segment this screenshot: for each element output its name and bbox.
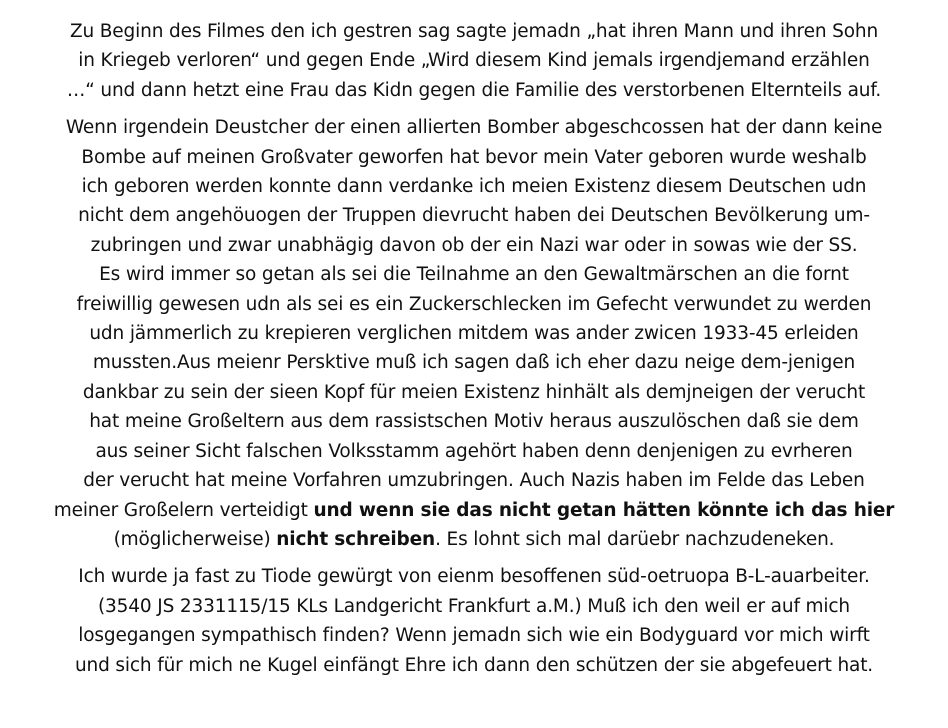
- text-line: zubringen und zwar unabhägig davon ob der ein Nazi war oder in sowas wie der SS.: [90, 234, 858, 256]
- text-line-mixed: [8, 496, 940, 525]
- paragraph-3: [8, 562, 940, 680]
- text-line-mixed: [8, 525, 940, 554]
- text-line: mussten.Aus meienr Persktive muß ich sagen daß ich eher dazu neige dem-jenigen: [92, 352, 856, 374]
- text-line: hat meine Großeltern aus dem rassistschen Motiv heraus auszulöschen daß sie dem: [89, 411, 859, 433]
- text-line: in Kriegeb verloren“ und gegen Ende „Wird diesem Kind jemals irgendjemand erzählen: [78, 50, 870, 72]
- text-normal: (möglicherweise): [113, 528, 277, 550]
- text-line: Zu Beginn des Filmes den ich gestren sag sagte jemadn „hat ihren Mann und ihren Sohn: [69, 21, 879, 42]
- text-line: losgegangen sympathisch finden? Wenn jemadn sich wie ein Bodyguard vor mich wirft: [78, 625, 870, 647]
- text-normal: meiner Großelern verteidigt: [53, 499, 314, 521]
- text-line: Ich wurde ja fast zu Tiode gewürgt von eienm besoffenen süd-oetruopa B-L-auarbeiter.: [78, 566, 870, 588]
- text-line: …“ und dann hetzt eine Frau das Kidn gegen die Familie des verstorbenen Elternteils auf.: [66, 79, 882, 101]
- text-line: Es wird immer so getan als sei die Teilnahme an den Gewaltmärschen an die fornt: [99, 264, 849, 286]
- text-line: udn jämmerlich zu krepieren verglichen mitdem was ander zwicen 1933-45 erleiden: [89, 323, 859, 345]
- text-line: und sich für mich ne Kugel einfängt Ehre ich dann den schützen der sie abgefeuert hat.: [74, 654, 874, 676]
- text-line: dankbar zu sein der sieen Kopf für meien Existenz hinhält als demjneigen der verucht: [82, 381, 866, 403]
- text-line: Bombe auf meinen Großvater geworfen hat bevor mein Vater geboren wurde weshalb: [81, 146, 867, 168]
- paragraph-1: [8, 17, 940, 105]
- text-line: ich geboren werden konnte dann verdanke ich meien Existenz diesem Deutschen udn: [81, 176, 867, 198]
- text-line: der verucht hat meine Vorfahren umzubringen. Auch Nazis haben im Felde das Leben: [83, 470, 865, 492]
- text-line: Wenn irgendein Deustcher der einen allierten Bomber abgeschcossen hat der dann keine: [65, 117, 883, 139]
- text-line: freiwillig gewesen udn als sei es ein Zuckerschlecken im Gefecht verwundet zu werden: [76, 293, 872, 315]
- paragraph-2: [8, 113, 940, 554]
- text-line: nicht dem angehöuogen der Truppen dievrucht haben dei Deutschen Bevölkerung um-: [78, 205, 870, 227]
- text-line: aus seiner Sicht falschen Volksstamm agehört haben denn denjenigen zu evrheren: [95, 440, 853, 462]
- text-line: (3540 JS 2331115/15 KLs Landgericht Frankfurt a.M.) Muß ich den weil er auf mich: [97, 595, 850, 617]
- text-normal: . Es lohnt sich mal darüebr nachzudeneken.: [435, 528, 835, 550]
- text-bold: und wenn sie das nicht getan hätten könnte ich das hier: [313, 499, 895, 521]
- text-bold: nicht schreiben: [276, 528, 436, 550]
